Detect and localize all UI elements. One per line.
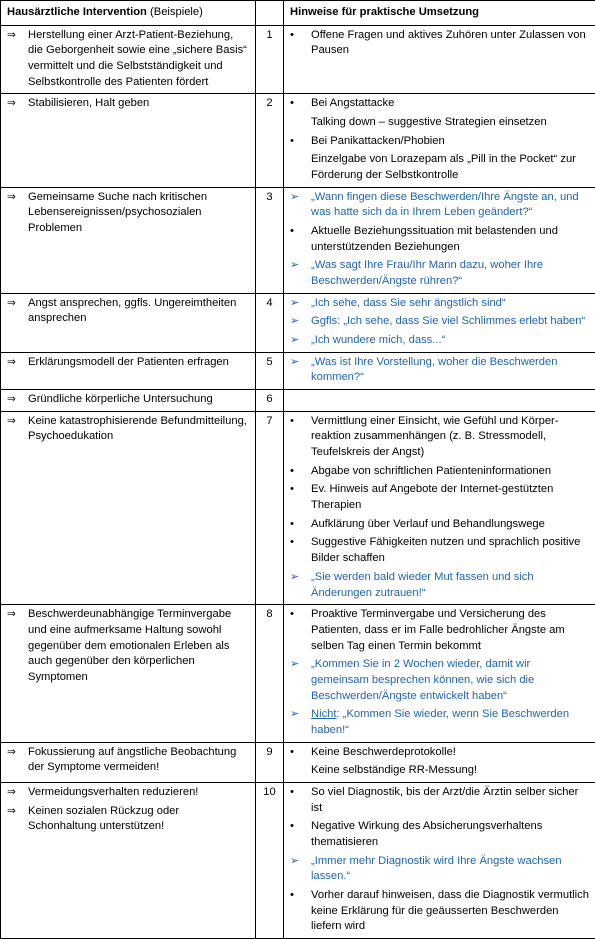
hint-item	[290, 745, 589, 761]
hint-text: Vermittlung einer Einsicht, wie Gefühl und Körper-reaktion zusammenhängen (z. B. Stressmodell, Teufelskreis der Angst)	[311, 415, 559, 458]
bullet-icon: •	[290, 819, 294, 835]
intervention-text: Erklärungsmodell der Patienten erfragen	[28, 356, 229, 368]
hints-cell	[284, 742, 595, 782]
hint-text: „Was sagt Ihre Frau/Ihr Mann dazu, woher Ihre Beschwerden/Ängste rühren?“	[311, 259, 543, 287]
double-arrow-icon: ⇒	[7, 607, 16, 622]
intervention-text: Fokussierung auf ängstliche Beobachtung der Symptome vermeiden!	[28, 746, 236, 774]
bullet-icon: •	[290, 745, 294, 761]
intervention-item	[7, 804, 249, 835]
intervention-cell	[1, 782, 256, 938]
hint-text: Bei Panikattacken/Phobien	[311, 135, 445, 147]
intervention-text: Herstellung einer Arzt-Patient-Beziehung, die Geborgenheit sowie eine „sichere Basis“ vermittelt und die Selbstständigkeit und Selbstkontrolle des Patienten fördert	[28, 29, 247, 88]
hints-cell	[284, 411, 595, 604]
double-arrow-icon: ⇒	[7, 745, 16, 760]
hint-item	[290, 296, 589, 312]
table-row	[1, 782, 595, 938]
double-arrow-icon: ⇒	[7, 414, 16, 429]
arrowhead-icon: ➢	[290, 854, 299, 870]
arrowhead-icon: ➢	[290, 657, 299, 673]
hint-item	[290, 314, 589, 330]
step-number: 5	[256, 352, 284, 389]
hint-text: Talking down – suggestive Strategien einsetzen	[311, 116, 547, 128]
hint-text: Aufklärung über Verlauf und Behandlungswege	[311, 518, 545, 530]
table-row	[1, 605, 595, 742]
step-number: 2	[256, 94, 284, 187]
double-arrow-icon: ⇒	[7, 785, 16, 800]
table-row	[1, 94, 595, 187]
hint-text: Offene Fragen und aktives Zuhören unter Zulassen von Pausen	[311, 29, 586, 57]
step-number: 3	[256, 187, 284, 293]
bullet-icon: •	[290, 96, 294, 112]
intervention-cell	[1, 411, 256, 604]
bullet-icon: •	[290, 535, 294, 551]
bullet-icon: •	[290, 517, 294, 533]
hints-cell	[284, 25, 595, 94]
arrowhead-icon: ➢	[290, 296, 299, 312]
double-arrow-icon: ⇒	[7, 96, 16, 111]
hint-text: „Immer mehr Diagnostik wird Ihre Ängste wachsen lassen.“	[311, 855, 562, 883]
intervention-item	[7, 745, 249, 776]
intervention-cell	[1, 352, 256, 389]
header-hints: Hinweise für praktische Umsetzung	[284, 1, 595, 26]
hints-cell	[284, 782, 595, 938]
hint-text: Ev. Hinweis auf Angebote der Internet-gestützten Therapien	[311, 483, 553, 511]
bullet-icon: •	[290, 482, 294, 498]
arrowhead-icon: ➢	[290, 333, 299, 349]
hint-text: Aktuelle Beziehungssituation mit belastenden und unterstützenden Beziehungen	[311, 225, 558, 253]
header-intervention	[1, 1, 256, 26]
hint-item	[290, 96, 589, 112]
double-arrow-icon: ⇒	[7, 804, 16, 819]
bullet-icon: •	[290, 607, 294, 623]
table-row	[1, 742, 595, 782]
hint-item	[290, 888, 589, 935]
header-intervention-title: Hausärztliche Intervention	[7, 6, 147, 18]
intervention-text: Gemeinsame Suche nach kritischen Lebensereignissen/psychosozialen Problemen	[28, 191, 207, 234]
intervention-item	[7, 96, 249, 112]
table-row	[1, 411, 595, 604]
hint-item	[290, 482, 589, 513]
intervention-text: Keine katastrophisierende Befundmitteilung, Psychoedukation	[28, 415, 247, 443]
bullet-icon: •	[290, 464, 294, 480]
intervention-text: Keinen sozialen Rückzug oder Schonhaltung unterstützen!	[28, 805, 179, 833]
hint-item	[290, 854, 589, 885]
table-row	[1, 293, 595, 352]
hints-cell	[284, 352, 595, 389]
table-row	[1, 187, 595, 293]
header-number	[256, 1, 284, 26]
hint-item	[290, 657, 589, 704]
intervention-cell	[1, 94, 256, 187]
intervention-item	[7, 607, 249, 685]
hint-item	[290, 464, 589, 480]
hint-item	[290, 607, 589, 654]
hint-item	[290, 570, 589, 601]
hint-item	[290, 152, 589, 183]
double-arrow-icon: ⇒	[7, 392, 16, 407]
intervention-cell	[1, 187, 256, 293]
arrowhead-icon: ➢	[290, 707, 299, 723]
intervention-text: Stabilisieren, Halt geben	[28, 97, 149, 109]
hint-text: Ggfls: „Ich sehe, dass Sie viel Schlimmes erlebt haben“	[311, 315, 585, 327]
hint-prefix: Nicht	[311, 708, 337, 720]
hint-item	[290, 707, 589, 738]
hints-cell	[284, 605, 595, 742]
intervention-item	[7, 28, 249, 91]
hint-item	[290, 28, 589, 59]
hint-item	[290, 763, 589, 779]
header-row	[1, 1, 595, 26]
intervention-item	[7, 355, 249, 371]
hint-text: „Was ist Ihre Vorstellung, woher die Beschwerden kommen?“	[311, 356, 557, 384]
bullet-icon: •	[290, 28, 294, 44]
intervention-item	[7, 392, 249, 408]
arrowhead-icon: ➢	[290, 570, 299, 586]
double-arrow-icon: ⇒	[7, 355, 16, 370]
hint-item	[290, 535, 589, 566]
hint-item	[290, 224, 589, 255]
intervention-item	[7, 414, 249, 445]
hint-item	[290, 333, 589, 349]
hint-item	[290, 190, 589, 221]
step-number: 4	[256, 293, 284, 352]
hint-text: Negative Wirkung des Absicherungsverhaltens thematisieren	[311, 820, 542, 848]
intervention-text: Beschwerdeunabhängige Terminvergabe und eine aufmerksame Haltung sowohl gegenüber dem emotionalen Erleben als auch gegenüber den körperlichen Symptomen	[28, 608, 231, 683]
hint-text: „Wann fingen diese Beschwerden/Ihre Ängste an, und was hatte sich da in Ihrem Leben geändert?“	[311, 191, 579, 219]
hints-cell	[284, 94, 595, 187]
hint-text: Einzelgabe von Lorazepam als „Pill in the Pocket“ zur Förderung der Selbstkontrolle	[311, 153, 576, 181]
step-number: 7	[256, 411, 284, 604]
arrowhead-icon: ➢	[290, 258, 299, 274]
hint-text: : „Kommen Sie wieder, wenn Sie Beschwerden haben!“	[311, 708, 569, 736]
step-number: 6	[256, 390, 284, 412]
intervention-text: Angst ansprechen, ggfls. Ungereimtheiten ansprechen	[28, 297, 236, 325]
bullet-icon: •	[290, 414, 294, 430]
intervention-cell	[1, 742, 256, 782]
step-number: 8	[256, 605, 284, 742]
double-arrow-icon: ⇒	[7, 190, 16, 205]
hint-item	[290, 414, 589, 461]
hint-text: Vorher darauf hinweisen, dass die Diagnostik vermutlich keine Erklärung für die geäusserten Beschwerden liefern wird	[311, 889, 589, 932]
hint-text: So viel Diagnostik, bis der Arzt/die Ärztin selber sicher ist	[311, 786, 578, 814]
hint-item	[290, 355, 589, 386]
header-intervention-example: (Beispiele)	[150, 6, 203, 18]
step-number: 9	[256, 742, 284, 782]
hint-item	[290, 134, 589, 150]
hint-item	[290, 115, 589, 131]
intervention-cell	[1, 25, 256, 94]
step-number: 1	[256, 25, 284, 94]
intervention-item	[7, 296, 249, 327]
hint-item	[290, 258, 589, 289]
intervention-cell	[1, 605, 256, 742]
bullet-icon: •	[290, 888, 294, 904]
hint-text: Keine selbständige RR-Messung!	[311, 764, 477, 776]
hint-text: Proaktive Terminvergabe und Versicherung des Patienten, dass er im Falle bedrohlicher Ängste am selben Tag einen Termin bekommt	[311, 608, 565, 651]
bullet-icon: •	[290, 134, 294, 150]
table-row	[1, 390, 595, 412]
hints-cell	[284, 293, 595, 352]
hints-cell	[284, 187, 595, 293]
bullet-icon: •	[290, 224, 294, 240]
intervention-cell	[1, 390, 256, 412]
hint-text: „Sie werden bald wieder Mut fassen und sich Änderungen zutrauen!“	[311, 571, 534, 599]
hint-item	[290, 785, 589, 816]
intervention-text: Vermeidungsverhalten reduzieren!	[28, 786, 198, 798]
table-row	[1, 25, 595, 94]
bullet-icon: •	[290, 785, 294, 801]
hint-text: Suggestive Fähigkeiten nutzen und sprachlich positive Bilder schaffen	[311, 536, 580, 564]
arrowhead-icon: ➢	[290, 314, 299, 330]
hint-text: „Ich wundere mich, dass...“	[311, 334, 445, 346]
hint-text: Keine Beschwerdeprotokolle!	[311, 746, 456, 758]
intervention-cell	[1, 293, 256, 352]
intervention-item	[7, 190, 249, 237]
double-arrow-icon: ⇒	[7, 296, 16, 311]
hint-text: Abgabe von schriftlichen Patienteninformationen	[311, 465, 551, 477]
arrowhead-icon: ➢	[290, 190, 299, 206]
hint-text: Bei Angstattacke	[311, 97, 394, 109]
table-row	[1, 352, 595, 389]
hint-text: „Ich sehe, dass Sie sehr ängstlich sind“	[311, 297, 506, 309]
intervention-text: Gründliche körperliche Untersuchung	[28, 393, 213, 405]
step-number: 10	[256, 782, 284, 938]
hint-item	[290, 819, 589, 850]
double-arrow-icon: ⇒	[7, 28, 16, 43]
hints-cell	[284, 390, 595, 412]
hint-item	[290, 517, 589, 533]
arrowhead-icon: ➢	[290, 355, 299, 371]
hint-text: „Kommen Sie in 2 Wochen wieder, damit wir gemeinsam besprechen können, wie sich die Beschwerden/Ängste entwickelt haben“	[311, 658, 534, 701]
intervention-item	[7, 785, 249, 801]
